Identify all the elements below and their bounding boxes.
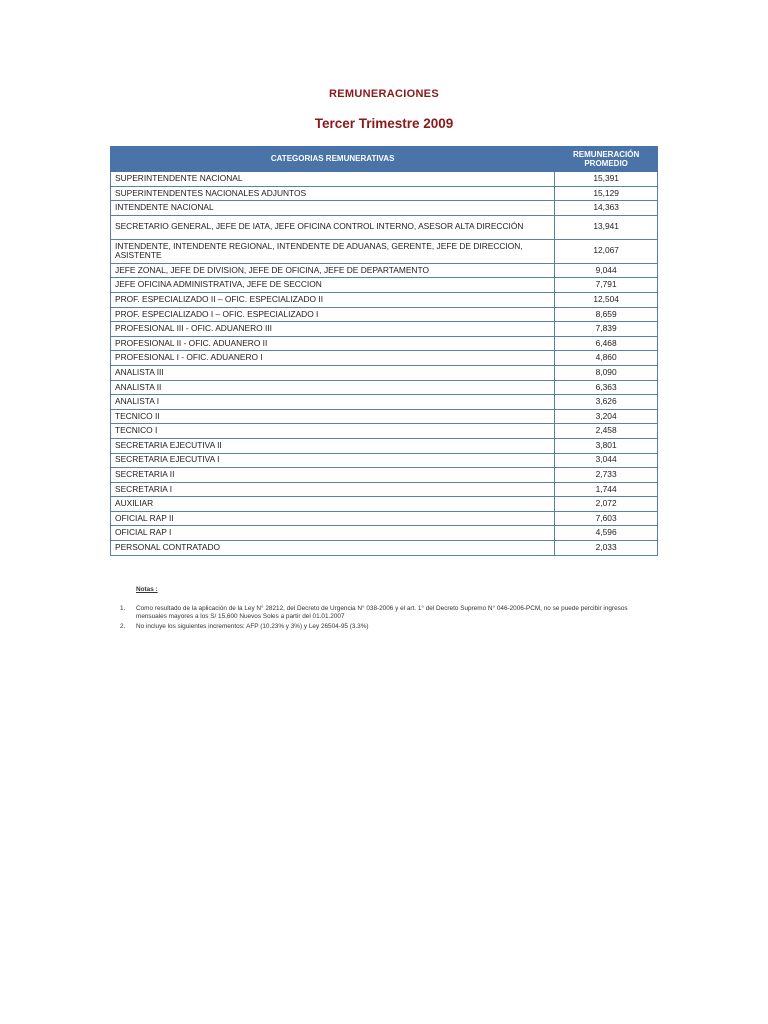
row-category: ANALISTA II <box>111 380 555 395</box>
row-value: 8,090 <box>555 365 658 380</box>
row-category: PERSONAL CONTRATADO <box>111 541 555 556</box>
table-row <box>111 409 658 424</box>
row-value: 9,044 <box>555 263 658 278</box>
row-value: 8,659 <box>555 307 658 322</box>
table-row <box>111 336 658 351</box>
note-item <box>120 605 660 622</box>
row-category: PROF. ESPECIALIZADO II – OFIC. ESPECIALIZADO II <box>111 292 555 307</box>
remuneration-table <box>110 146 658 556</box>
row-value: 6,363 <box>555 380 658 395</box>
row-value: 15,129 <box>555 186 658 201</box>
note-text: No incluye los siguientes incrementos: AFP (10.23% y 3%) y Ley 26504-95 (3.3%) <box>136 622 369 630</box>
row-value: 3,204 <box>555 409 658 424</box>
table-row <box>111 482 658 497</box>
header-value: REMUNERACIÓN PROMEDIO <box>555 147 658 172</box>
row-value: 2,033 <box>555 541 658 556</box>
note-item <box>120 623 660 632</box>
row-category: SECRETARIO GENERAL, JEFE DE IATA, JEFE OFICINA CONTROL INTERNO, ASESOR ALTA DIRECCIÓN <box>111 215 555 239</box>
row-category: JEFE ZONAL, JEFE DE DIVISION, JEFE DE OFICINA, JEFE DE DEPARTAMENTO <box>111 263 555 278</box>
row-value: 12,067 <box>555 239 658 263</box>
row-category: SECRETARIA EJECUTIVA II <box>111 438 555 453</box>
table-row <box>111 395 658 410</box>
table-row <box>111 322 658 337</box>
row-value: 2,733 <box>555 468 658 483</box>
table-row <box>111 541 658 556</box>
table-row <box>111 468 658 483</box>
row-category: ANALISTA III <box>111 365 555 380</box>
table-row <box>111 278 658 293</box>
table-row <box>111 511 658 526</box>
row-category: ANALISTA I <box>111 395 555 410</box>
row-value: 14,363 <box>555 201 658 216</box>
row-value: 2,458 <box>555 424 658 439</box>
row-value: 7,791 <box>555 278 658 293</box>
table-row <box>111 292 658 307</box>
row-value: 3,044 <box>555 453 658 468</box>
table-row <box>111 172 658 187</box>
document-subtitle: Tercer Trimestre 2009 <box>314 116 454 131</box>
row-category: JEFE OFICINA ADMINISTRATIVA, JEFE DE SECCION <box>111 278 555 293</box>
row-value: 6,468 <box>555 336 658 351</box>
table-row <box>111 453 658 468</box>
row-category: PROFESIONAL III - OFIC. ADUANERO III <box>111 322 555 337</box>
table-row <box>111 497 658 512</box>
row-value: 4,596 <box>555 526 658 541</box>
table-row <box>111 526 658 541</box>
row-category: OFICIAL RAP I <box>111 526 555 541</box>
row-category: SECRETARIA II <box>111 468 555 483</box>
notes-section <box>120 586 660 633</box>
row-value: 4,860 <box>555 351 658 366</box>
row-value: 7,839 <box>555 322 658 337</box>
row-category: PROF. ESPECIALIZADO I – OFIC. ESPECIALIZADO I <box>111 307 555 322</box>
table-row <box>111 307 658 322</box>
row-category: SECRETARIA EJECUTIVA I <box>111 453 555 468</box>
table-header-row <box>111 147 658 172</box>
row-category: AUXILIAR <box>111 497 555 512</box>
table-row <box>111 380 658 395</box>
table-row <box>111 424 658 439</box>
table-row <box>111 239 658 263</box>
table-row <box>111 438 658 453</box>
row-category: SUPERINTENDENTES NACIONALES ADJUNTOS <box>111 186 555 201</box>
row-value: 3,626 <box>555 395 658 410</box>
notes-list <box>120 605 660 632</box>
header-category: CATEGORIAS REMUNERATIVAS <box>111 147 555 172</box>
row-value: 1,744 <box>555 482 658 497</box>
row-category: PROFESIONAL I - OFIC. ADUANERO I <box>111 351 555 366</box>
table-row <box>111 365 658 380</box>
table-row <box>111 215 658 239</box>
row-value: 7,603 <box>555 511 658 526</box>
note-number: 1. <box>120 604 126 612</box>
table-row <box>111 351 658 366</box>
note-number: 2. <box>120 622 126 630</box>
row-category: INTENDENTE, INTENDENTE REGIONAL, INTENDENTE DE ADUANAS, GERENTE, JEFE DE DIRECCION, ASISTENTE <box>111 239 555 263</box>
table-row <box>111 201 658 216</box>
row-category: PROFESIONAL II - OFIC. ADUANERO II <box>111 336 555 351</box>
document-title: REMUNERACIONES <box>329 88 439 100</box>
notes-title: Notas : <box>136 586 158 593</box>
row-category: TECNICO II <box>111 409 555 424</box>
row-value: 2,072 <box>555 497 658 512</box>
note-text: Como resultado de la aplicación de la Ley N° 28212, del Decreto de Urgencia N° 038-2006 y el art. 1° del Decreto Supremo N° 046-2006-PCM, no se puede percibir ingresos mensuales mayores a los S/ 15,600 Nuevos Soles a partir del 01.01.2007 <box>136 604 628 621</box>
row-category: INTENDENTE NACIONAL <box>111 201 555 216</box>
row-category: OFICIAL RAP II <box>111 511 555 526</box>
row-value: 15,391 <box>555 172 658 187</box>
row-category: TECNICO I <box>111 424 555 439</box>
row-value: 13,941 <box>555 215 658 239</box>
table-body <box>111 172 658 556</box>
row-value: 3,801 <box>555 438 658 453</box>
row-category: SUPERINTENDENTE NACIONAL <box>111 172 555 187</box>
table-row <box>111 263 658 278</box>
row-value: 12,504 <box>555 292 658 307</box>
row-category: SECRETARIA I <box>111 482 555 497</box>
table-row <box>111 186 658 201</box>
